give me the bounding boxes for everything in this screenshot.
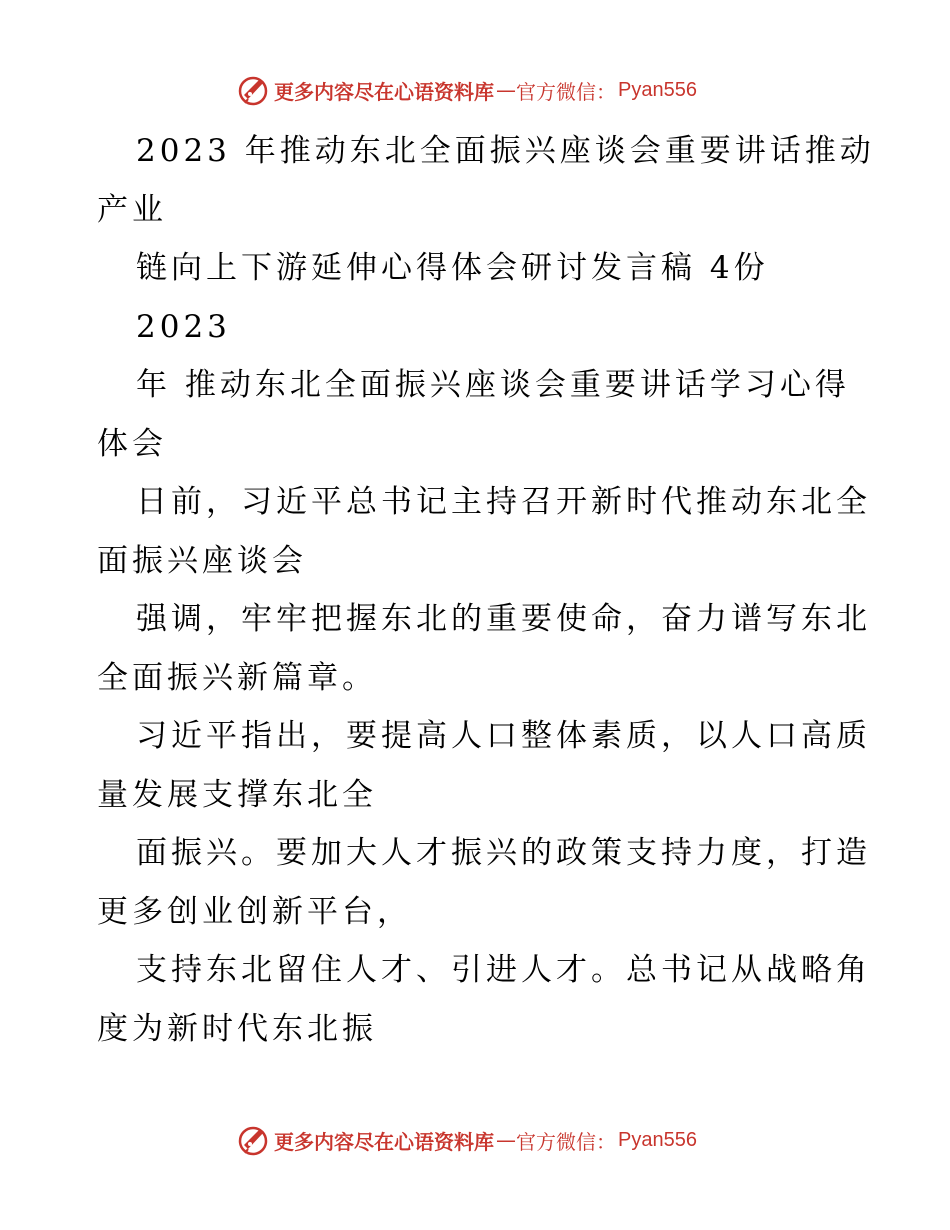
header-promo-text: 更多内容尽在心语资料库 [274, 79, 494, 104]
text-line: 面振兴座谈会 [97, 542, 307, 579]
document-body [97, 122, 875, 1058]
header-dash: — [496, 78, 516, 102]
text-line: 日前，习近平总书记主持召开新时代推动东北全 [136, 484, 871, 520]
text-line: 支持东北留住人才、引进人才。总书记从战略角 [136, 952, 871, 988]
text-line: 2023 年推动东北全面振兴座谈会重要讲话推动 [136, 133, 875, 169]
text-line: 度为新时代东北振 [97, 1010, 377, 1047]
quill-pen-logo-icon [236, 1123, 270, 1157]
text-line: 体会 [97, 425, 167, 462]
text-line: 全面振兴新篇章。 [97, 659, 377, 696]
text-line: 产业 [97, 191, 167, 228]
footer-dash: — [496, 1128, 516, 1152]
footer-promo-text: 更多内容尽在心语资料库 [274, 1129, 494, 1154]
footer-wechat-id: Pyan556 [618, 1128, 697, 1151]
text-line: 链向上下游延伸心得体会研讨发言稿 4份 [136, 250, 769, 286]
text-line: 面振兴。要加大人才振兴的政策支持力度，打造 [136, 835, 871, 871]
text-line: 年 推动东北全面振兴座谈会重要讲话学习心得 [136, 367, 850, 403]
quill-pen-logo-icon [236, 73, 270, 107]
header-wechat-id: Pyan556 [618, 78, 697, 101]
text-line: 习近平指出，要提高人口整体素质，以人口高质 [136, 718, 871, 754]
footer-wechat-label: 官方微信： [516, 1129, 616, 1154]
text-line: 更多创业创新平台， [97, 893, 412, 930]
text-line: 强调，牢牢把握东北的重要使命，奋力谱写东北 [136, 601, 871, 637]
text-line: 2023 [136, 308, 231, 345]
footer-banner [236, 1122, 697, 1158]
header-wechat-label: 官方微信： [516, 79, 616, 104]
text-line: 量发展支撑东北全 [97, 776, 377, 813]
header-banner [236, 72, 697, 108]
